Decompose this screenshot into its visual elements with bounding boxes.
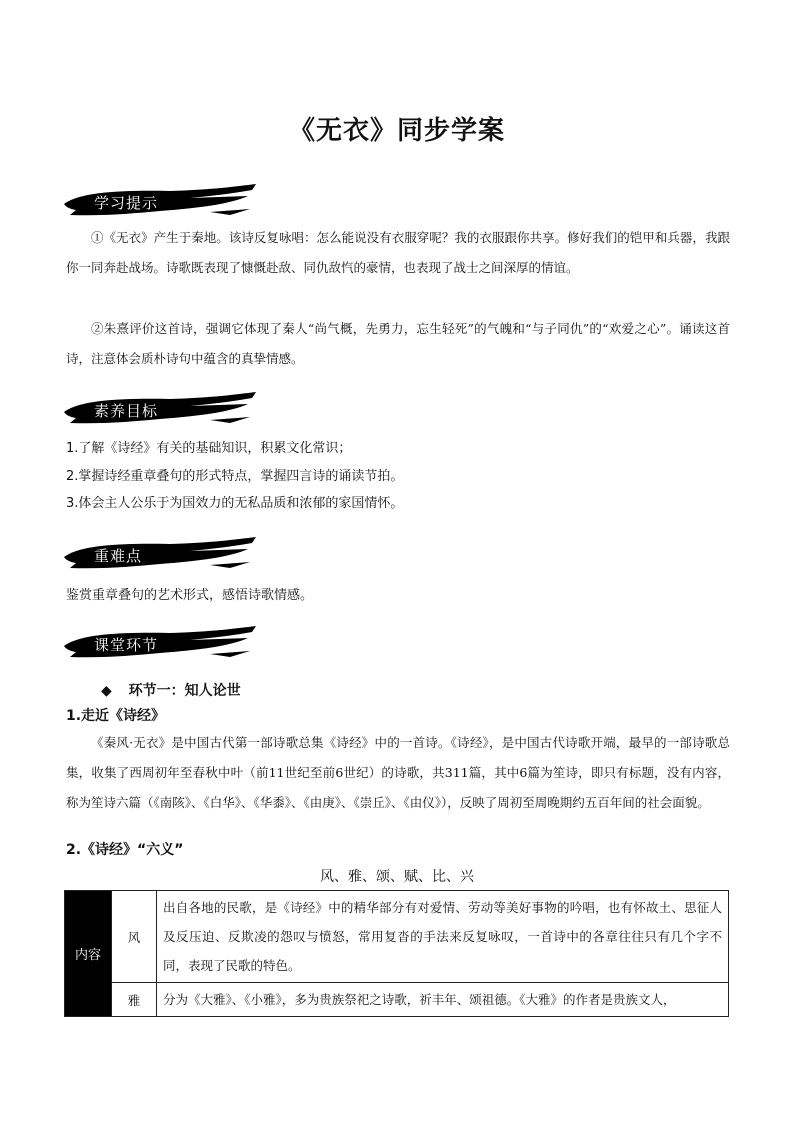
tips-paragraph-2: ②朱熹评价这首诗，强调它体现了秦人“尚气概，先勇力，忘生轻死”的气魄和“与子同仇”的“欢爱之心”。诵读这首诗，注意体会质朴诗句中蕴含的真挚情感。 bbox=[66, 321, 730, 366]
section-heading-goals bbox=[60, 390, 260, 430]
ink-brush-banner-icon bbox=[60, 182, 260, 222]
diamond-icon: ◆ bbox=[101, 683, 112, 699]
section-heading-tips bbox=[60, 182, 260, 222]
goal-item-2: 2.掌握诗经重章叠句的形式特点，掌握四言诗的诵读节拍。 bbox=[66, 469, 404, 484]
table-cell-description: 分为《大雅》、《小雅》，多为贵族祭祀之诗歌，祈丰年、颂祖德。《大雅》的作者是贵族文人， bbox=[157, 983, 729, 1017]
table-cell-category: 雅 bbox=[112, 983, 157, 1017]
ink-brush-banner-icon bbox=[60, 390, 260, 430]
tips-paragraph-1: ①《无衣》产生于秦地。该诗反复咏唱：怎么能说没有衣服穿呢？我的衣服跟你共享。修好我们的铠甲和兵器，我跟你一同奔赴战场。诗歌既表现了慷慨赴敌、同仇敌忾的豪情，也表现了战士之间深厚的情谊。 bbox=[66, 230, 730, 275]
step-title: 环节一：知人论世 bbox=[128, 683, 241, 699]
table-cell-description: 出自各地的民歌，是《诗经》中的精华部分有对爱情、劳动等美好事物的吟唱，也有怀故土、思征人及反压迫、反欺凌的怨叹与愤怒，常用复沓的手法来反复咏叹，一首诗中的各章往往只有几个字不同，表现了民歌的特色。 bbox=[157, 891, 729, 983]
ink-brush-banner-icon bbox=[60, 624, 260, 664]
goal-item-3: 3.体会主人公乐于为国效力的无私品质和浓郁的家国情怀。 bbox=[66, 496, 404, 511]
goal-item-1: 1.了解《诗经》有关的基础知识，积累文化常识； bbox=[66, 441, 352, 456]
liuyi-list: 风、雅、颂、赋、比、兴 bbox=[320, 869, 474, 885]
section-heading-label: 重难点 bbox=[94, 547, 143, 565]
step-heading bbox=[101, 680, 241, 700]
liuyi-table bbox=[64, 890, 729, 1017]
section-heading-label: 学习提示 bbox=[94, 194, 159, 212]
table-row bbox=[65, 891, 729, 983]
table-row bbox=[65, 983, 729, 1017]
table-row-header: 内容 bbox=[65, 891, 112, 1017]
section-heading-label: 素养目标 bbox=[94, 402, 159, 420]
ink-brush-banner-icon bbox=[60, 535, 260, 575]
keypoints-text: 鉴赏重章叠句的艺术形式，感悟诗歌情感。 bbox=[66, 588, 314, 603]
page-title: 《无衣》同步学案 bbox=[288, 116, 505, 146]
subheading-1: 1.走近《诗经》 bbox=[66, 708, 166, 724]
table-cell-category: 风 bbox=[112, 891, 157, 983]
subheading-2: 2.《诗经》“六义” bbox=[66, 842, 184, 858]
section-heading-keypoints bbox=[60, 535, 260, 575]
section-heading-label: 课堂环节 bbox=[94, 636, 159, 654]
section-heading-classroom bbox=[60, 624, 260, 664]
shijing-intro-paragraph: 《秦风·无衣》是中国古代第一部诗歌总集《诗经》中的一首诗。《诗经》，是中国古代诗歌开端，最早的一部诗歌总集，收集了西周初年至春秋中叶（前11世纪至前6世纪）的诗歌，共311篇，其中6篇为笙诗，即只有标题，没有内容，称为笙诗六篇（《南陔》、《白华》、《华黍》、《由庚》、《崇丘》、《由仪》），反映了周初至周晚期约五百年间的社会面貌。 bbox=[66, 735, 730, 810]
